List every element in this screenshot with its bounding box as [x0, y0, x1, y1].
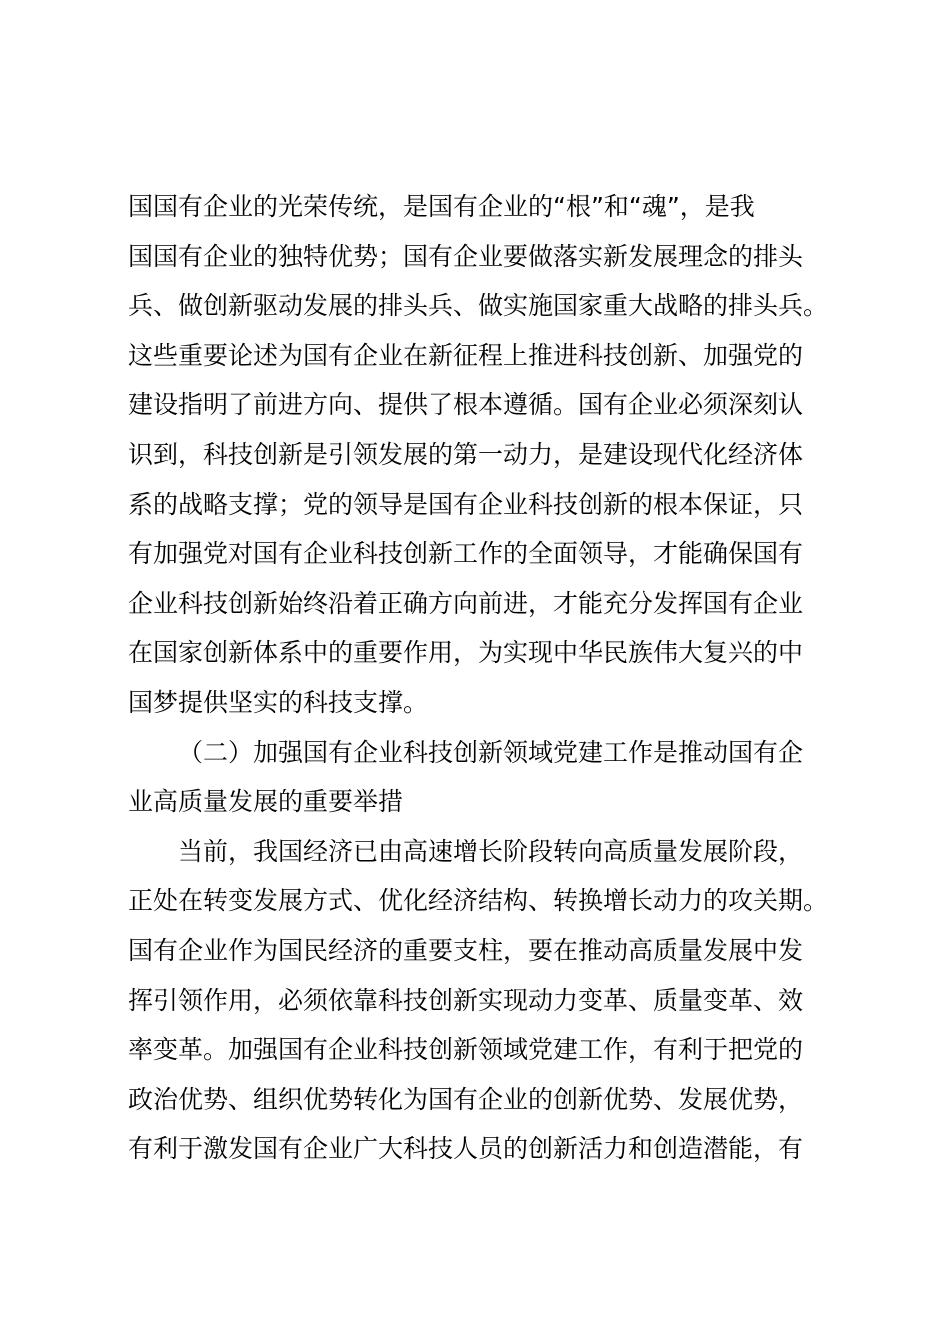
body-line: 在国家创新体系中的重要作用，为实现中华民族伟大复兴的中: [128, 638, 804, 668]
body-line: 正处在转变发展方式、优化经济结构、转换增长动力的攻关期。: [128, 886, 829, 916]
body-line: 国国有企业的独特优势；国有企业要做落实新发展理念的排头: [128, 241, 804, 271]
body-line: 兵、做创新驱动发展的排头兵、做实施国家重大战略的排头兵。: [128, 291, 829, 321]
body-line: 有利于激发国有企业广大科技人员的创新活力和创造潜能，有: [128, 1134, 804, 1164]
body-line: 国国有企业的光荣传统，是国有企业的“根”和“魂”，是我: [128, 192, 755, 221]
body-line: 国梦提供坚实的科技支撑。: [128, 687, 429, 717]
body-line: 挥引领作用，必须依靠科技创新实现动力变革、质量变革、效: [128, 985, 804, 1015]
body-line: 率变革。加强国有企业科技创新领域党建工作，有利于把党的: [128, 1035, 804, 1065]
body-line: 政治优势、组织优势转化为国有企业的创新优势、发展优势，: [128, 1084, 804, 1114]
body-line: 国有企业作为国民经济的重要支柱，要在推动高质量发展中发: [128, 935, 804, 965]
body-line: 当前，我国经济已由高速增长阶段转向高质量发展阶段，: [178, 836, 804, 866]
section-heading-line: （二）加强国有企业科技创新领域党建工作是推动国有企: [178, 737, 804, 767]
body-line: 建设指明了前进方向、提供了根本遵循。国有企业必须深刻认: [128, 390, 804, 420]
body-line: 这些重要论述为国有企业在新征程上推进科技创新、加强党的: [128, 340, 804, 370]
body-line: 企业科技创新始终沿着正确方向前进，才能充分发挥国有企业: [128, 588, 804, 618]
section-heading-line: 业高质量发展的重要举措: [128, 787, 404, 817]
body-line: 识到，科技创新是引领发展的第一动力，是建设现代化经济体: [128, 439, 804, 469]
body-line: 系的战略支撑；党的领导是国有企业科技创新的根本保证，只: [128, 489, 804, 519]
body-line: 有加强党对国有企业科技创新工作的全面领导，才能确保国有: [128, 539, 804, 569]
document-body: [128, 182, 848, 1174]
